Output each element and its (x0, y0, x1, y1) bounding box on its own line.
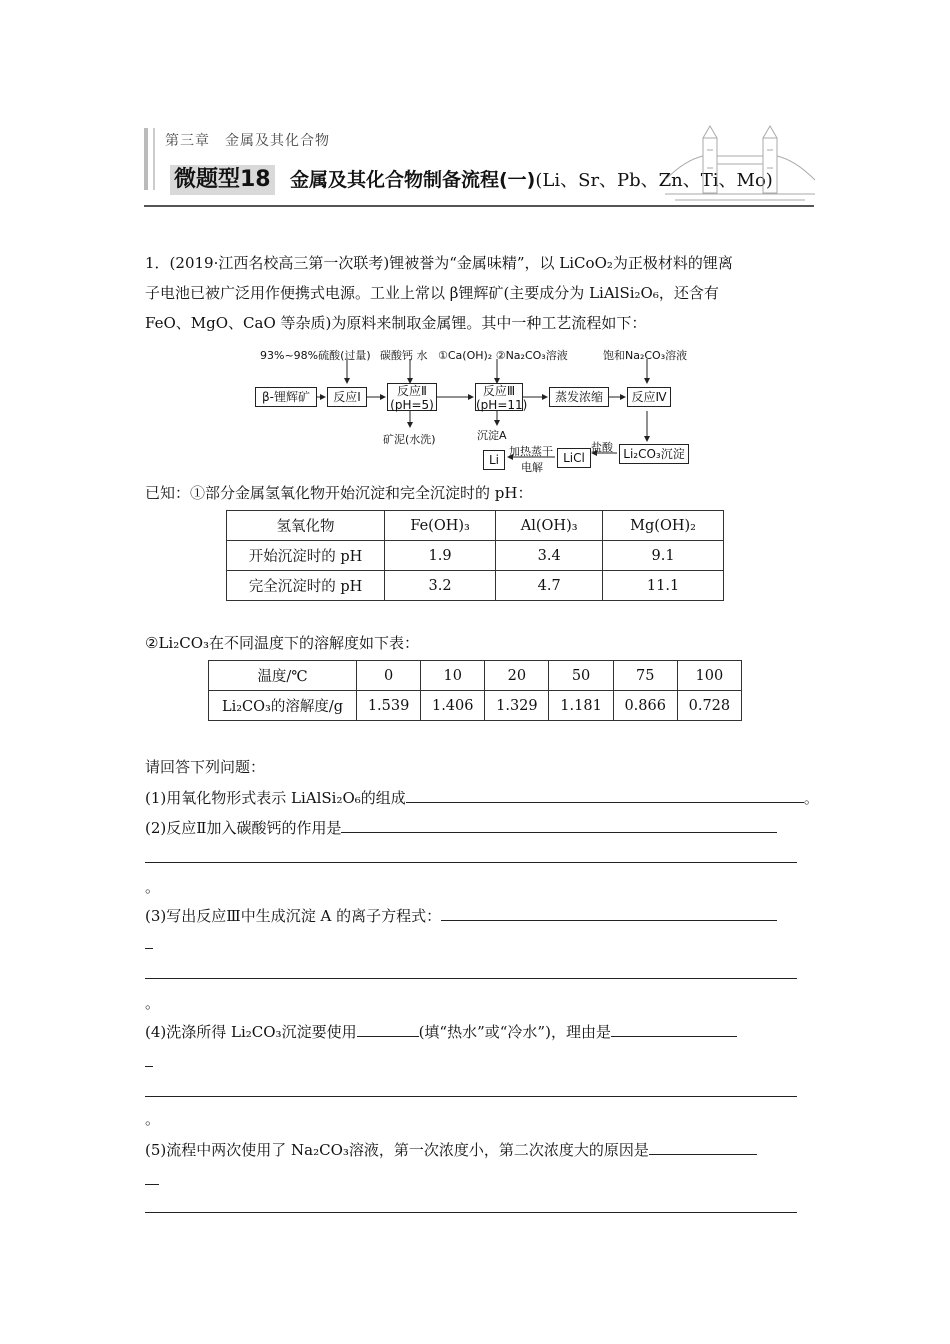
flow-box-li2co3: Li₂CO₃沉淀 (619, 444, 689, 464)
flow-mud: 矿泥(水洗) (383, 433, 436, 446)
table-header-cell: Al(OH)₃ (496, 511, 603, 541)
questions-intro: 请回答下列问题： (145, 758, 266, 776)
answer-blank-3b[interactable] (145, 948, 153, 949)
question-1-text: (1)用氧化物形式表示 LiAlSi₂O₆的组成 (145, 789, 406, 807)
header-divider (144, 205, 814, 207)
table-cell: 1.9 (385, 541, 496, 571)
table-cell: 11.1 (603, 571, 724, 601)
flow-box-r4: 反应Ⅳ (627, 387, 671, 407)
table-header-cell: 氢氧化物 (227, 511, 385, 541)
table-cell: 4.7 (496, 571, 603, 601)
answer-blank-5c[interactable] (145, 1212, 797, 1213)
question-2 (145, 816, 777, 838)
known-1: 已知：①部分金属氢氧化物开始沉淀和完全沉淀时的 pH： (145, 484, 533, 502)
table-header-cell: 温度/℃ (209, 661, 357, 691)
flow-reagent-caoh-na2co3: ①Ca(OH)₂ ②Na₂CO₃溶液 (438, 349, 568, 362)
table-cell: 1.329 (485, 691, 549, 721)
answer-blank-5a[interactable] (649, 1138, 757, 1155)
table-header-cell: 10 (421, 661, 485, 691)
table-header-row (209, 661, 742, 691)
title-main: 金属及其化合物制备流程(一) (290, 169, 536, 191)
table-header-cell: 75 (613, 661, 677, 691)
table-cell: 1.181 (549, 691, 613, 721)
flow-r3-label: 反应Ⅲ (482, 384, 516, 398)
table-cell: 0.728 (677, 691, 741, 721)
question-1 (145, 786, 819, 808)
table-cell: 完全沉淀时的 pH (227, 571, 385, 601)
title-metals: (Li、Sr、Pb、Zn、Ti、Mo) (535, 170, 773, 191)
header-decor-bar (144, 128, 148, 190)
table-cell: 开始沉淀时的 pH (227, 541, 385, 571)
flow-box-r3 (475, 383, 528, 412)
header-decor-bar-thin (153, 128, 155, 190)
flow-precipitate-a: 沉淀A (477, 429, 507, 442)
answer-blank-3c[interactable] (145, 978, 797, 979)
intro-line-3: FeO、MgO、CaO 等杂质)为原料来制取金属锂。其中一种工艺流程如下： (145, 314, 647, 332)
table-cell: 1.539 (357, 691, 421, 721)
flow-reagent-caco3: 碳酸钙 水 (380, 349, 428, 362)
table-header-cell: 0 (357, 661, 421, 691)
intro-line-1: 1．(2019·江西名校高三第一次联考)锂被誉为“金属味精”，以 LiCoO₂为正极材料的锂离 (145, 254, 733, 272)
flow-r2-ph: (pH=5) (390, 398, 434, 412)
process-flow-diagram (255, 345, 705, 475)
answer-blank-5b[interactable] (145, 1184, 159, 1185)
table-header-cell: 50 (549, 661, 613, 691)
answer-blank-3a[interactable] (441, 904, 777, 921)
question-5 (145, 1138, 757, 1160)
table-cell: Li₂CO₃的溶解度/g (209, 691, 357, 721)
question-4-period: 。 (145, 1110, 161, 1128)
table-cell: 3.4 (496, 541, 603, 571)
flow-reagent-sat-na2co3: 饱和Na₂CO₃溶液 (603, 349, 688, 362)
table-row (227, 571, 724, 601)
flow-reagent-sulfuric: 93%~98%硫酸(过量) (260, 349, 371, 362)
answer-blank-2b[interactable] (145, 862, 797, 863)
table-header-cell: Fe(OH)₃ (385, 511, 496, 541)
question-1-period: 。 (803, 789, 819, 807)
question-2-period: 。 (145, 878, 161, 896)
flow-r3-ph: (pH=11) (476, 398, 528, 412)
question-4-text-b: (填“热水”或“冷水”)，理由是 (418, 1023, 611, 1041)
question-4 (145, 1020, 737, 1042)
hydroxide-ph-table (226, 510, 724, 601)
intro-line-2: 子电池已被广泛用作便携式电源。工业上常以 β锂辉矿(主要成分为 LiAlSi₂O₆，还含有 (145, 284, 719, 302)
flow-box-r2 (387, 383, 437, 411)
flow-box-evaporate: 蒸发浓缩 (549, 387, 609, 407)
flow-r2-label: 反应Ⅱ (397, 384, 427, 398)
answer-blank-1[interactable] (406, 786, 804, 803)
table-header-cell: Mg(OH)₂ (603, 511, 724, 541)
table-cell: 3.2 (385, 571, 496, 601)
table-header-cell: 20 (485, 661, 549, 691)
flow-box-r1: 反应Ⅰ (327, 387, 367, 407)
answer-blank-4a[interactable] (357, 1020, 419, 1037)
table-header-cell: 100 (677, 661, 741, 691)
answer-blank-2a[interactable] (341, 816, 777, 833)
flow-heat-dry: 加热蒸干 (509, 445, 553, 458)
flow-hcl: 盐酸 (591, 441, 613, 454)
question-4-text-a: (4)洗涤所得 Li₂CO₃沉淀要使用 (145, 1023, 357, 1041)
table-cell: 0.866 (613, 691, 677, 721)
table-row (227, 541, 724, 571)
table-cell: 1.406 (421, 691, 485, 721)
answer-blank-4b[interactable] (611, 1020, 737, 1037)
bridge-illustration (665, 120, 815, 205)
question-3-text: (3)写出反应Ⅲ中生成沉淀 A 的离子方程式： (145, 907, 442, 925)
question-3 (145, 904, 777, 926)
table-row (209, 691, 742, 721)
table-cell: 9.1 (603, 541, 724, 571)
solubility-table (208, 660, 742, 721)
question-3-period: 。 (145, 994, 161, 1012)
flow-box-licl: LiCl (557, 448, 591, 468)
question-2-text: (2)反应Ⅱ加入碳酸钙的作用是 (145, 819, 342, 837)
answer-blank-4d[interactable] (145, 1096, 797, 1097)
answer-blank-4c[interactable] (145, 1066, 153, 1067)
flow-electrolysis: 电解 (521, 461, 543, 474)
flow-box-li: Li (483, 450, 505, 470)
known-2: ②Li₂CO₃在不同温度下的溶解度如下表： (145, 634, 420, 652)
question-5-text: (5)流程中两次使用了 Na₂CO₃溶液，第一次浓度小，第二次浓度大的原因是 (145, 1141, 649, 1159)
flow-box-ore: β-锂辉矿 (255, 387, 317, 407)
chapter-title: 第三章 金属及其化合物 (165, 133, 330, 149)
table-header-row (227, 511, 724, 541)
type-label: 微题型18 (170, 165, 275, 195)
